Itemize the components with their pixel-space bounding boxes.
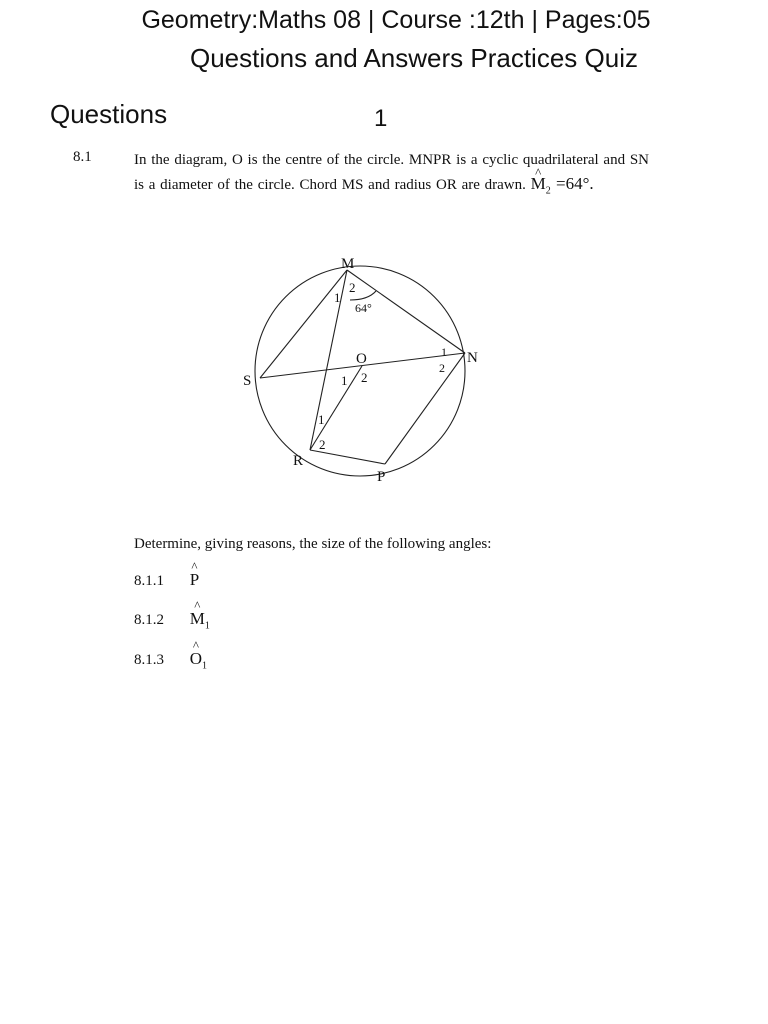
page-header-course-info: Geometry:Maths 08 | Course :12th | Pages:05: [141, 6, 651, 34]
cyclic-quadrilateral-diagram: [230, 250, 500, 490]
question-text: [134, 148, 694, 203]
angle-label-r1: 1: [318, 412, 325, 427]
sub-question-number: 8.1.3: [134, 652, 164, 668]
angle-label-m2: 2: [349, 280, 356, 295]
radius-or: [310, 366, 362, 450]
angle-label-o2: 2: [361, 370, 368, 385]
given-angle: [530, 174, 594, 197]
sub-question-angle-subscript: 1: [204, 620, 210, 632]
question-number: 8.1: [73, 149, 92, 165]
given-angle-subscript: 2: [545, 185, 551, 197]
angle-label-n1: 1: [441, 345, 447, 359]
sub-question-8-1-2: [134, 609, 210, 631]
circle: [255, 266, 465, 476]
point-label-m: M: [341, 256, 355, 272]
angle-label-64: 64°: [355, 301, 372, 315]
section-number: 1: [374, 105, 388, 132]
angle-label-r2: 2: [319, 437, 326, 452]
sub-question-angle-subscript: 1: [202, 660, 208, 672]
section-label: Questions: [50, 99, 168, 129]
sub-question-angle-letter: ^ O: [190, 649, 202, 669]
point-label-n: N: [467, 350, 478, 366]
sub-question-number: 8.1.1: [134, 573, 164, 589]
question-text-line-2-body: is a diameter of the circle. Chord MS and radius OR are drawn.: [134, 177, 526, 193]
point-label-r: R: [293, 453, 304, 469]
side-np: [385, 353, 465, 464]
side-pr: [310, 450, 385, 464]
point-label-s: S: [243, 373, 252, 389]
instruction-text: Determine, giving reasons, the size of the following angles:: [134, 536, 492, 552]
side-rm: [310, 270, 347, 450]
given-angle-value: =64°.: [556, 174, 594, 193]
angle-label-n2: 2: [439, 361, 445, 375]
sub-question-number: 8.1.2: [134, 612, 164, 628]
point-label-p: P: [377, 469, 386, 485]
question-text-line-1: In the diagram, O is the centre of the circle. MNPR is a cyclic quadrilateral and SN: [134, 152, 649, 168]
sub-question-8-1-1: [134, 570, 199, 592]
page-header-title: Questions and Answers Practices Quiz: [190, 43, 638, 73]
question-text-line-2: [134, 172, 694, 203]
angle-label-o1: 1: [341, 373, 348, 388]
point-label-o: O: [356, 351, 367, 367]
sub-question-angle-letter: ^ M: [190, 609, 205, 629]
sub-question-8-1-3: [134, 649, 207, 671]
given-angle-letter: ^ M: [531, 172, 546, 196]
angle-label-m1: 1: [334, 290, 341, 305]
sub-question-angle-letter: ^ P: [190, 570, 199, 590]
chord-ms: [260, 270, 347, 378]
